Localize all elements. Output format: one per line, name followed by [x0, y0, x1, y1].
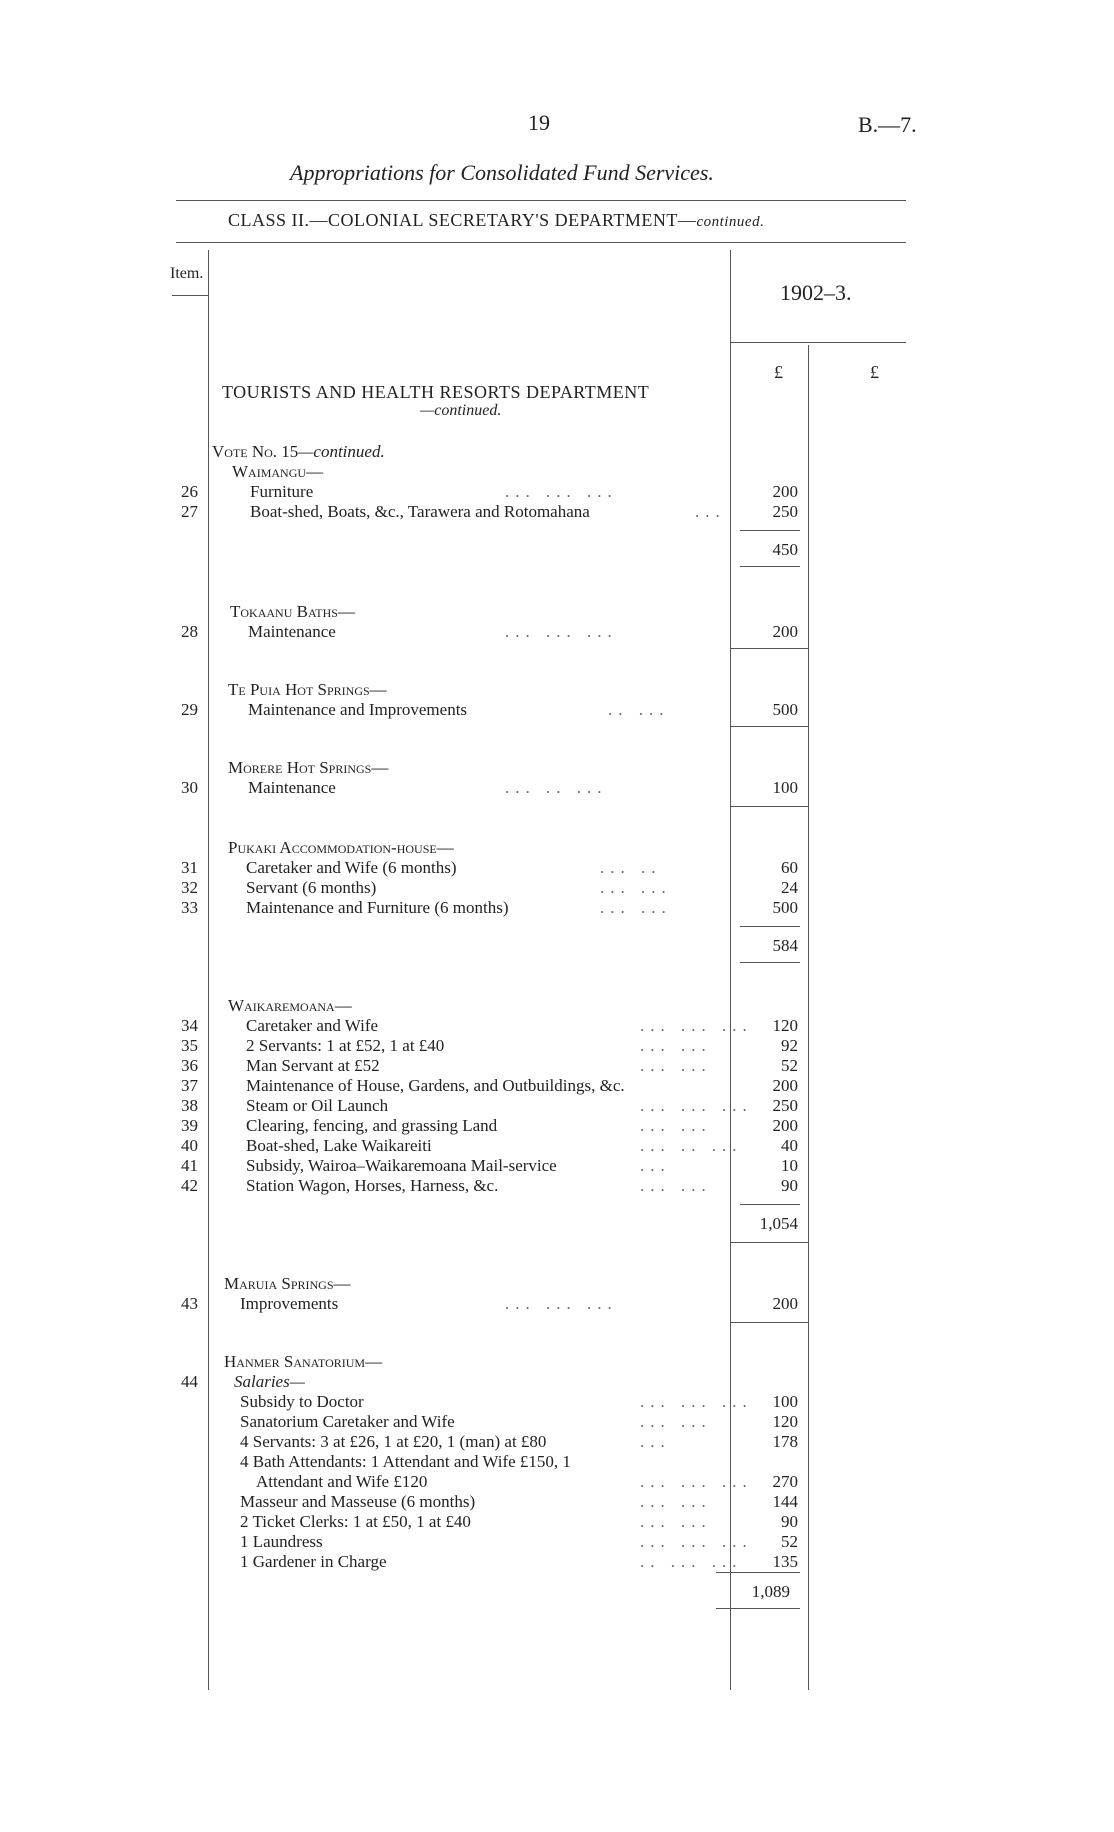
item-description: 1 Gardener in Charge — [240, 1552, 387, 1571]
section-heading-waimangu: Waimangu— — [232, 462, 324, 481]
leader-dots: ... — [640, 1432, 671, 1451]
item-amount: 500 — [772, 700, 798, 719]
class-heading-continued: continued. — [696, 214, 765, 230]
item-description: Attendant and Wife £120 — [256, 1472, 428, 1491]
class-heading-text: CLASS II.—COLONIAL SECRETARY'S DEPARTMENT— — [228, 210, 697, 230]
subtotal-rule — [740, 566, 800, 567]
item-amount: 144 — [772, 1492, 798, 1511]
item-description: Boat-shed, Boats, &c., Tarawera and Rotomahana — [250, 502, 590, 521]
page-number: 19 — [528, 110, 550, 135]
leader-dots: ... ... — [600, 878, 672, 897]
leader-dots: ... ... ... — [505, 482, 618, 501]
item-amount: 120 — [772, 1016, 798, 1035]
item-number: 39 — [181, 1116, 198, 1135]
leader-dots: ... ... — [600, 898, 672, 917]
page-title: Appropriations for Consolidated Fund Services. — [290, 160, 714, 185]
department-title: TOURISTS AND HEALTH RESORTS DEPARTMENT — [222, 382, 650, 402]
item-amount: 200 — [772, 1294, 798, 1313]
item-number: 26 — [181, 482, 198, 501]
subtotal-rule — [740, 530, 800, 531]
leader-dots: ... ... ... — [505, 622, 618, 641]
item-amount: 10 — [781, 1156, 798, 1175]
item-amount: 135 — [772, 1552, 798, 1571]
section-rule — [730, 648, 808, 649]
pound-sign-col2: £ — [870, 362, 879, 382]
item-column-header: Item. — [170, 265, 204, 282]
item-amount: 90 — [781, 1512, 798, 1531]
item-description: Man Servant at £52 — [246, 1056, 380, 1075]
item-number: 40 — [181, 1136, 198, 1155]
item-description: Caretaker and Wife — [246, 1016, 379, 1035]
item-number: 29 — [181, 700, 198, 719]
leader-dots: ... ... — [640, 1176, 712, 1195]
leader-dots: ... .. ... — [505, 778, 608, 797]
title-rule — [176, 200, 906, 201]
leader-dots: ... — [640, 1156, 671, 1175]
item-number: 36 — [181, 1056, 198, 1075]
item-number: 27 — [181, 502, 198, 521]
section-total-waikaremoana: 1,054 — [759, 1214, 798, 1233]
item-number: 44 — [181, 1372, 198, 1391]
leader-dots: ... ... ... — [640, 1472, 753, 1491]
leader-dots: ... ... ... — [640, 1096, 753, 1115]
item-amount: 270 — [772, 1472, 798, 1491]
item-amount: 200 — [772, 482, 798, 501]
leader-dots: ... ... ... — [640, 1016, 753, 1035]
section-heading-waikaremoana: Waikaremoana— — [228, 996, 352, 1015]
class-heading — [228, 210, 764, 231]
subtotal-rule — [740, 926, 800, 927]
document-reference: B.—7. — [858, 112, 917, 137]
leader-dots: .. ... — [608, 700, 670, 719]
pound-sign-col1: £ — [774, 362, 783, 382]
section-rule — [730, 1322, 808, 1323]
item-amount: 40 — [781, 1136, 798, 1155]
item-description: Maintenance and Improvements — [248, 700, 468, 719]
section-heading-hanmer: Hanmer Sanatorium— — [224, 1352, 383, 1371]
item-amount: 120 — [772, 1412, 798, 1431]
subtotal-rule — [716, 1608, 800, 1609]
item-amount: 200 — [772, 1116, 798, 1135]
item-description: Caretaker and Wife (6 months) — [246, 858, 457, 877]
item-amount: 52 — [781, 1056, 798, 1075]
item-description: Station Wagon, Horses, Harness, &c. — [246, 1176, 499, 1195]
item-amount: 52 — [781, 1532, 798, 1551]
item-amount: 200 — [772, 1076, 798, 1095]
item-amount: 24 — [781, 878, 798, 897]
section-total-waimangu: 450 — [772, 540, 798, 559]
section-rule — [730, 726, 808, 727]
leader-dots: ... ... — [640, 1036, 712, 1055]
leader-dots: ... ... — [640, 1512, 712, 1531]
leader-dots: ... ... ... — [640, 1392, 753, 1411]
item-description: 2 Servants: 1 at £52, 1 at £40 — [246, 1036, 445, 1055]
leader-dots: ... ... — [640, 1492, 712, 1511]
department-continued: —continued. — [420, 402, 502, 419]
item-number: 35 — [181, 1036, 198, 1055]
item-number: 33 — [181, 898, 198, 917]
item-description: 1 Laundress — [240, 1532, 323, 1551]
section-total-pukaki: 584 — [772, 936, 798, 955]
item-amount: 60 — [781, 858, 798, 877]
leader-dots: .. ... ... — [640, 1552, 743, 1571]
leader-dots: ... ... — [640, 1116, 712, 1135]
subtotal-rule — [740, 962, 800, 963]
item-header-rule — [172, 295, 208, 296]
item-description: Steam or Oil Launch — [246, 1096, 389, 1115]
item-amount: 250 — [772, 502, 798, 521]
leader-dots: ... ... — [640, 1412, 712, 1431]
item-amount: 250 — [772, 1096, 798, 1115]
item-description: Maintenance — [248, 622, 336, 641]
section-heading-pukaki: Pukaki Accommodation-house— — [228, 838, 454, 857]
item-description: Maintenance — [248, 778, 336, 797]
leader-dots: ... ... ... — [640, 1532, 753, 1551]
item-number: 31 — [181, 858, 198, 877]
section-rule — [730, 806, 808, 807]
item-number: 42 — [181, 1176, 198, 1195]
item-number: 38 — [181, 1096, 198, 1115]
item-description: Servant (6 months) — [246, 878, 377, 897]
item-description: Boat-shed, Lake Waikareiti — [246, 1136, 432, 1155]
item-description: 2 Ticket Clerks: 1 at £50, 1 at £40 — [240, 1512, 471, 1531]
section-rule — [730, 1242, 808, 1243]
leader-dots: ... ... ... — [505, 1294, 618, 1313]
heading-rule — [176, 242, 906, 243]
item-description: Subsidy, Wairoa–Waikaremoana Mail-service — [246, 1156, 557, 1175]
section-total-hanmer: 1,089 — [751, 1582, 790, 1601]
leader-dots: ... .. ... — [640, 1136, 743, 1155]
amount-column-divider-mid — [808, 345, 809, 1690]
item-amount: 90 — [781, 1176, 798, 1195]
item-description: Clearing, fencing, and grassing Land — [246, 1116, 498, 1135]
item-description: Improvements — [240, 1294, 339, 1313]
item-description: 4 Bath Attendants: 1 Attendant and Wife £150, 1 — [240, 1452, 571, 1471]
leader-dots: ... ... — [640, 1056, 712, 1075]
vote-number: Vote No. 15 — [212, 442, 299, 461]
item-number: 32 — [181, 878, 198, 897]
item-description: Maintenance of House, Gardens, and Outbuildings, &c. — [246, 1076, 625, 1095]
item-amount: 100 — [772, 778, 798, 797]
subtotal-rule — [740, 1204, 800, 1205]
section-heading-morere: Morere Hot Springs— — [228, 758, 389, 777]
year-header: 1902–3. — [780, 280, 852, 305]
item-number: 30 — [181, 778, 198, 797]
item-column-divider — [208, 250, 209, 1690]
salaries-subheading: Salaries— — [234, 1372, 305, 1391]
item-number: 28 — [181, 622, 198, 641]
leader-dots: ... — [695, 502, 726, 521]
item-number: 37 — [181, 1076, 198, 1095]
item-number: 43 — [181, 1294, 198, 1313]
item-description: Sanatorium Caretaker and Wife — [240, 1412, 455, 1431]
section-heading-tokaanu: Tokaanu Baths— — [230, 602, 355, 621]
item-description: Masseur and Masseuse (6 months) — [240, 1492, 476, 1511]
item-number: 34 — [181, 1016, 198, 1035]
leader-dots: ... .. — [600, 858, 662, 877]
subtotal-rule — [716, 1572, 800, 1573]
item-description: 4 Servants: 3 at £26, 1 at £20, 1 (man) at £80 — [240, 1432, 547, 1451]
item-description: Subsidy to Doctor — [240, 1392, 364, 1411]
item-description: Furniture — [250, 482, 314, 501]
item-amount: 100 — [772, 1392, 798, 1411]
item-description: Maintenance and Furniture (6 months) — [246, 898, 509, 917]
vote-heading — [212, 442, 385, 462]
year-rule — [730, 342, 906, 343]
item-amount: 200 — [772, 622, 798, 641]
item-amount: 500 — [772, 898, 798, 917]
vote-continued: —continued. — [298, 442, 385, 461]
item-amount: 92 — [781, 1036, 798, 1055]
item-number: 41 — [181, 1156, 198, 1175]
section-heading-tepuia: Te Puia Hot Springs— — [228, 680, 387, 699]
item-amount: 178 — [772, 1432, 798, 1451]
section-heading-maruia: Maruia Springs— — [224, 1274, 351, 1293]
